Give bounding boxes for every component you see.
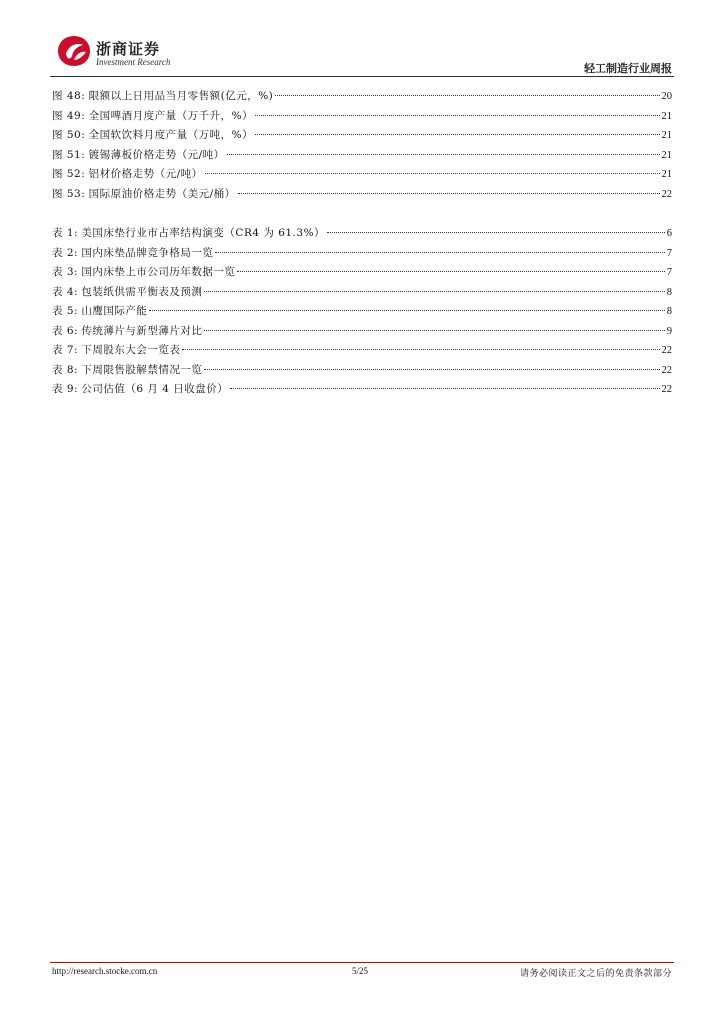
table-toc-entry[interactable] [52, 342, 672, 362]
dot-leader [204, 291, 664, 292]
footer-page-number: 5/25 [352, 966, 369, 976]
table-toc-entry[interactable] [52, 323, 672, 343]
dot-leader [205, 173, 660, 174]
figure-toc-entry-label: 图 50: [52, 129, 86, 141]
footer-url[interactable]: http://research.stocke.com.cn [52, 966, 158, 976]
figure-toc-entry-label: 图 53: [52, 187, 86, 200]
table-toc-entry-label: 表 7: [52, 344, 79, 356]
dot-leader [230, 388, 659, 389]
table-toc-entry-page: 8 [666, 306, 672, 317]
figure-toc-entry-page: 21 [661, 169, 672, 180]
dot-leader [215, 252, 664, 253]
table-toc-entry-page: 22 [661, 384, 672, 395]
figure-toc-entry-title: 国际原油价格走势（美元/桶） [88, 187, 236, 200]
page-header [50, 30, 674, 76]
table-toc-entry-page: 7 [666, 267, 672, 278]
table-toc-entry-page: 9 [666, 325, 672, 337]
footer-disclaimer: 请务必阅读正文之后的免责条款部分 [519, 969, 672, 979]
figure-toc-entry-title: 铝材价格走势（元/吨） [88, 168, 203, 180]
table-toc-entry[interactable] [52, 245, 672, 265]
table-toc-entry-title: 国内床垫品牌竞争格局一览 [81, 246, 214, 259]
figure-toc-entry-title: 限额以上日用品当月零售额(亿元，%) [88, 90, 274, 102]
dot-leader [182, 349, 659, 350]
dot-leader [204, 369, 659, 370]
dot-leader [238, 193, 660, 194]
table-toc-entry-label: 表 3: [52, 266, 79, 278]
brand-name-en: Investment Research [96, 57, 171, 67]
figure-toc-entry-label: 图 49: [52, 109, 86, 122]
table-toc-entry-title: 公司估值（6 月 4 日收盘价） [81, 383, 229, 395]
dot-leader [204, 330, 664, 331]
table-toc-entry-title: 山鹰国际产能 [81, 305, 148, 317]
figure-list [52, 88, 672, 205]
figure-toc-entry-title: 全国啤酒月度产量（万千升，%） [88, 109, 254, 122]
header-divider [50, 76, 674, 77]
figure-toc-entry-label: 图 51: [52, 148, 86, 161]
figure-toc-entry-page: 22 [661, 188, 672, 200]
table-toc-entry-label: 表 4: [52, 285, 79, 298]
dot-leader [237, 271, 664, 272]
table-toc-entry-page: 22 [661, 345, 672, 356]
figure-toc-entry-page: 21 [661, 110, 672, 122]
report-type: 轻工制造行业周报 [584, 62, 672, 75]
table-toc-entry-label: 表 8: [52, 363, 79, 376]
table-toc-entry-label: 表 5: [52, 305, 79, 317]
table-toc-entry-label: 表 9: [52, 383, 79, 395]
table-toc-entry-page: 6 [666, 228, 672, 239]
table-toc-entry[interactable] [52, 303, 672, 323]
figure-toc-entry-title: 全国软饮料月度产量（万吨，%） [88, 129, 254, 141]
figure-toc-entry-page: 21 [661, 149, 672, 161]
figure-toc-entry[interactable] [52, 166, 672, 186]
figure-toc-entry-label: 图 52: [52, 168, 86, 180]
table-toc-entry-label: 表 2: [52, 246, 79, 259]
brand-name-cn: 浙商证券 [96, 40, 161, 58]
table-toc-entry-label: 表 1: [52, 227, 79, 239]
footer-divider [50, 962, 674, 963]
table-toc-entry-title: 包装纸供需平衡表及预测 [81, 285, 203, 298]
table-toc-entry[interactable] [52, 264, 672, 284]
table-toc-entry-title: 传统薄片与新型薄片对比 [81, 324, 203, 337]
table-toc-entry-page: 7 [666, 247, 672, 259]
figure-toc-entry-page: 21 [661, 130, 672, 141]
table-toc-entry[interactable] [52, 381, 672, 401]
table-toc-entry-title: 国内床垫上市公司历年数据一览 [81, 266, 236, 278]
figure-toc-entry[interactable] [52, 147, 672, 167]
figure-toc-entry[interactable] [52, 88, 672, 108]
zheshang-logo-icon [56, 34, 92, 68]
table-toc-entry-title: 下周股东大会一览表 [81, 344, 181, 356]
table-toc-entry-page: 22 [661, 364, 672, 376]
dot-leader [227, 154, 660, 155]
dot-leader [255, 134, 659, 135]
figure-toc-entry[interactable] [52, 127, 672, 147]
table-toc-entry[interactable] [52, 225, 672, 245]
table-list [52, 225, 672, 401]
dot-leader [275, 95, 659, 96]
table-toc-entry-title: 美国床垫行业市占率结构演变（CR4 为 61.3%） [81, 227, 326, 239]
figure-toc-entry[interactable] [52, 108, 672, 128]
dot-leader [327, 232, 665, 233]
table-toc-entry[interactable] [52, 284, 672, 304]
figure-toc-entry-title: 镀锡薄板价格走势（元/吨） [88, 148, 225, 161]
table-toc-entry-title: 下周限售股解禁情况一览 [81, 363, 203, 376]
figure-toc-entry-page: 20 [661, 91, 672, 102]
figure-toc-entry-label: 图 48: [52, 90, 86, 102]
table-toc-entry[interactable] [52, 362, 672, 382]
dot-leader [255, 115, 659, 116]
table-toc-entry-page: 8 [666, 286, 672, 298]
table-toc-entry-label: 表 6: [52, 324, 79, 337]
figure-toc-entry[interactable] [52, 186, 672, 206]
dot-leader [149, 310, 664, 311]
